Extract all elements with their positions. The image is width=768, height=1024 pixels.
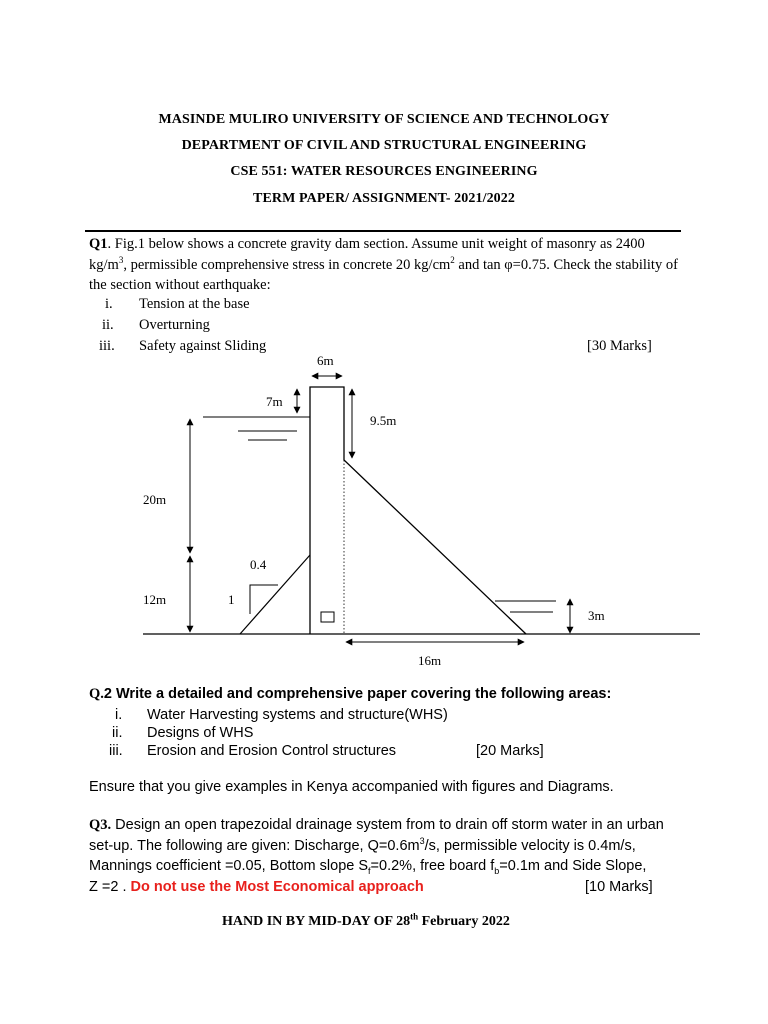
- label-freeboard: 7m: [266, 394, 283, 409]
- q1-item-2-text: Overturning: [139, 317, 210, 333]
- q1-item-1-num: i.: [105, 296, 113, 312]
- q3-line4-text: Z =2 .: [89, 879, 131, 895]
- q2-text: 2 Write a detailed and comprehensive paper covering the following areas:: [103, 686, 612, 702]
- q2-item-3-num: iii.: [109, 743, 123, 759]
- q1-text-a: . Fig.1 below shows a concrete gravity dam section. Assume unit weight of masonry as 2400 kg/m: [89, 236, 645, 273]
- q3-line-1: [89, 817, 664, 834]
- label-slope-h: 0.4: [250, 557, 267, 572]
- university-name: MASINDE MULIRO UNIVERSITY OF SCIENCE AND TECHNOLOGY: [158, 112, 610, 127]
- deadline-text: HAND IN BY MID-DAY OF 28: [222, 914, 411, 929]
- q3-line-2: [89, 838, 636, 854]
- q3-line3-b: =0.2%, free board f: [370, 858, 495, 874]
- q1-item-2-num: ii.: [102, 317, 114, 333]
- q3-line3-a: Mannings coefficient =0.05, Bottom slope S: [89, 858, 369, 874]
- q3-label: Q3.: [89, 817, 112, 833]
- q3-line-3: [89, 858, 646, 874]
- slope-indicator: [250, 585, 278, 614]
- label-base-width: 16m: [418, 653, 442, 668]
- course-title: CSE 551: WATER RESOURCES ENGINEERING: [230, 164, 538, 179]
- q3-line2-a: set-up. The following are given: Discharge, Q=0.6m: [89, 838, 420, 854]
- q1-sup-b: 2: [450, 254, 455, 265]
- label-slope-v: 1: [228, 592, 235, 607]
- q3-marks: [10 Marks]: [585, 879, 653, 895]
- department-name: DEPARTMENT OF CIVIL AND STRUCTURAL ENGINEERING: [181, 138, 587, 153]
- drainage-gallery: [321, 612, 334, 622]
- label-lower-height: 12m: [143, 592, 167, 607]
- label-water-depth: 20m: [143, 492, 167, 507]
- q1-marks: [30 Marks]: [587, 338, 652, 354]
- label-tail-depth: 3m: [588, 608, 605, 623]
- deadline-date: February 2022: [418, 914, 510, 929]
- q3-line2-b: /s, permissible velocity is 0.4m/s,: [424, 838, 636, 854]
- dam-outline: [310, 387, 526, 634]
- q3-line3-c: =0.1m and Side Slope,: [499, 858, 647, 874]
- q3-line3-sub1: f: [368, 865, 371, 876]
- q1-item-1-text: Tension at the base: [139, 296, 250, 312]
- q2-heading: [89, 686, 611, 703]
- q1-item-3-num: iii.: [99, 338, 115, 354]
- label-top-width: 6m: [317, 353, 334, 368]
- q3-line3-sub2: b: [494, 865, 500, 876]
- q1-label: Q1: [89, 236, 108, 252]
- deadline-sup: th: [410, 911, 419, 922]
- q2-note: Ensure that you give examples in Kenya accompanied with figures and Diagrams.: [89, 779, 614, 795]
- q3-line-4: [89, 879, 424, 895]
- q1-text-c: and tan φ=0.75. Check the stability of the section without earthquake:: [89, 256, 678, 293]
- q3-warning: Do not use the Most Economical approach: [130, 879, 424, 895]
- hand-in-deadline: [222, 911, 510, 930]
- q3-line2-sup: 3: [419, 836, 425, 847]
- label-upper-height: 9.5m: [370, 413, 397, 428]
- q2-label: Q.: [89, 686, 104, 702]
- q3-line1-text: Design an open trapezoidal drainage system from to drain off storm water in an urban: [111, 817, 664, 833]
- q2-item-3-text: Erosion and Erosion Control structures: [147, 743, 397, 759]
- paper-title: TERM PAPER/ ASSIGNMENT- 2021/2022: [253, 191, 515, 206]
- q2-item-2-text: Designs of WHS: [147, 725, 254, 741]
- q2-item-2-num: ii.: [112, 725, 123, 741]
- q1-sup-a: 3: [118, 254, 124, 265]
- q2-marks: [20 Marks]: [476, 743, 544, 759]
- q1-text-b: , permissible comprehensive stress in concrete 20 kg/cm: [123, 256, 451, 273]
- q1-item-3-text: Safety against Sliding: [139, 338, 267, 354]
- q2-item-1-text: Water Harvesting systems and structure(WHS): [147, 707, 448, 723]
- q2-item-1-num: i.: [115, 707, 123, 723]
